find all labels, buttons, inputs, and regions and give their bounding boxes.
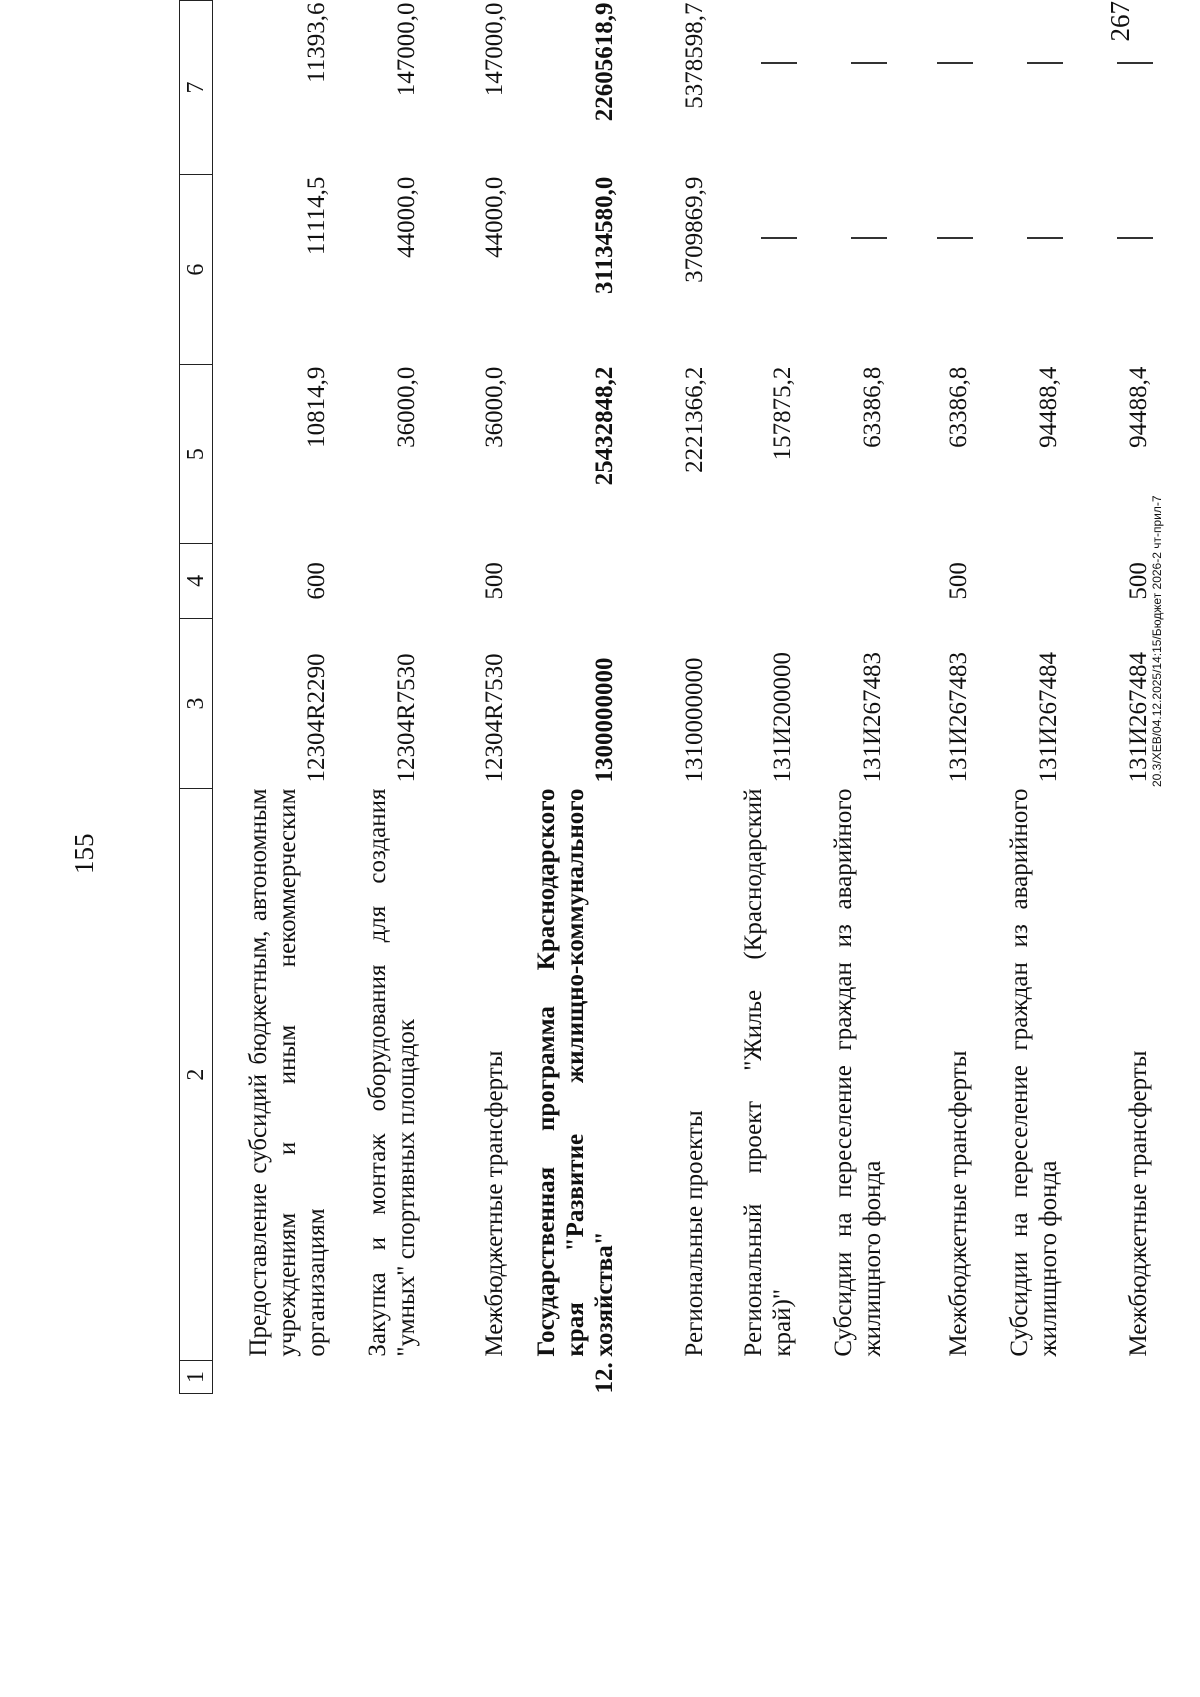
dash-mark [1027,237,1063,239]
row-number [887,1361,973,1394]
row-name: Предоставление субсидий бюджетным, автономным учреждениям и иным некоммерческим организациям [244,788,330,1357]
dash-mark [937,237,973,239]
row-value-2026: 63386,8 [944,366,972,448]
row-value-2027: 31134580,0 [590,176,618,294]
row-value-2027 [709,175,797,365]
dash-mark [761,63,797,65]
table-row [797,1,887,1394]
dash-mark [1117,237,1153,239]
column-header: 1 [180,1361,213,1394]
row-number [709,1361,797,1394]
row-expense-type: 500 [1124,562,1152,600]
row-value-2028 [709,1,797,175]
row-expense-type [331,543,421,618]
column-header: 4 [180,543,213,618]
column-header: 7 [180,1,213,175]
row-value-2026: 36000,0 [480,366,508,448]
dash-mark [1117,63,1153,65]
row-number [421,1361,509,1394]
row-number [973,1361,1063,1394]
table-row [1063,1,1153,1394]
row-value-2028: 147000,0 [392,2,420,97]
table-row [213,1,331,1394]
row-value-2026: 94488,4 [1034,366,1062,448]
row-value-2026: 36000,0 [392,366,420,448]
dash-mark [851,237,887,239]
column-header: 6 [180,175,213,365]
row-name: Закупка и монтаж оборудования для создания "умных" спортивных площадок [363,788,420,1357]
footer-code: 20.3/ХЕВ/04.12.2025/14:15/Бюджет 2026-2 чт-прил-7 [1150,495,1164,787]
row-expense-type: 600 [302,562,330,600]
row-expense-type: 500 [480,562,508,600]
budget-table [179,0,1153,1394]
row-expense-type [797,543,887,618]
row-value-2027: 3709869,9 [680,176,708,283]
row-value-2028 [797,1,887,175]
dash-mark [761,237,797,239]
page-number: 155 [69,833,99,874]
table-row [509,1,619,1394]
row-code: 131И267483 [944,651,972,783]
row-code: 12304R7530 [392,653,420,783]
row-value-2026: 10814,9 [302,366,330,448]
row-expense-type [973,543,1063,618]
column-header: 3 [180,618,213,788]
row-code: 131И267484 [1124,651,1152,783]
row-code: 12304R2290 [302,653,330,783]
dash-mark [851,63,887,65]
row-name: Субсидии на переселение граждан из аварийного жилищного фонда [1005,788,1062,1357]
row-value-2026: 63386,8 [858,366,886,448]
row-name: Межбюджетные трансферты [480,1050,508,1357]
row-value-2026: 157875,2 [768,366,796,461]
row-value-2026: 2221366,2 [680,366,708,473]
row-name: Государственная программа Краснодарского края "Развитие жилищно-коммунального хозяйства" [532,788,618,1357]
row-value-2028: 5378598,7 [680,2,708,109]
table-row [331,1,421,1394]
row-value-2027: 44000,0 [480,176,508,258]
row-code: 131И200000 [768,651,796,783]
row-code: 1310000000 [680,657,708,783]
table-row [619,1,709,1394]
row-value-2028: 11393,6 [302,2,330,83]
row-expense-type [709,543,797,618]
column-header: 5 [180,365,213,544]
row-code: 131И267484 [1034,651,1062,783]
table-row [887,1,973,1394]
row-value-2027 [973,175,1063,365]
row-value-2027: 11114,5 [302,176,330,256]
dash-mark [1027,63,1063,65]
row-name: Субсидии на переселение граждан из аварийного жилищного фонда [829,788,886,1357]
row-code: 131И267483 [858,651,886,783]
row-name: Региональный проект "Жилье (Краснодарский край)" [739,788,796,1357]
table-header-row [180,1,213,1394]
bottom-page-number: 267 [1105,1,1135,42]
row-value-2028 [887,1,973,175]
row-expense-type [509,543,619,618]
row-number: 12. [590,1362,618,1394]
row-name: Региональные проекты [680,1110,708,1357]
row-value-2028: 147000,0 [480,2,508,97]
row-number [797,1361,887,1394]
column-header: 2 [180,789,213,1361]
row-name: Межбюджетные трансферты [944,1050,972,1357]
row-number [331,1361,421,1394]
table-row [973,1,1063,1394]
row-value-2027 [1063,175,1153,365]
row-value-2026: 25432848,2 [590,366,618,486]
row-number [213,1361,331,1394]
row-name: Межбюджетные трансферты [1124,1050,1152,1357]
row-value-2026: 94488,4 [1124,366,1152,448]
row-value-2027 [797,175,887,365]
row-code: 12304R7530 [480,653,508,783]
row-value-2027: 44000,0 [392,176,420,258]
row-expense-type [619,543,709,618]
dash-mark [937,63,973,65]
row-value-2027 [887,175,973,365]
row-expense-type: 500 [944,562,972,600]
row-number [1063,1361,1153,1394]
row-code: 1300000000 [590,657,618,783]
table-row [709,1,797,1394]
row-number [619,1361,709,1394]
row-value-2028 [973,1,1063,175]
row-value-2028: 22605618,9 [590,2,618,122]
table-row [421,1,509,1394]
